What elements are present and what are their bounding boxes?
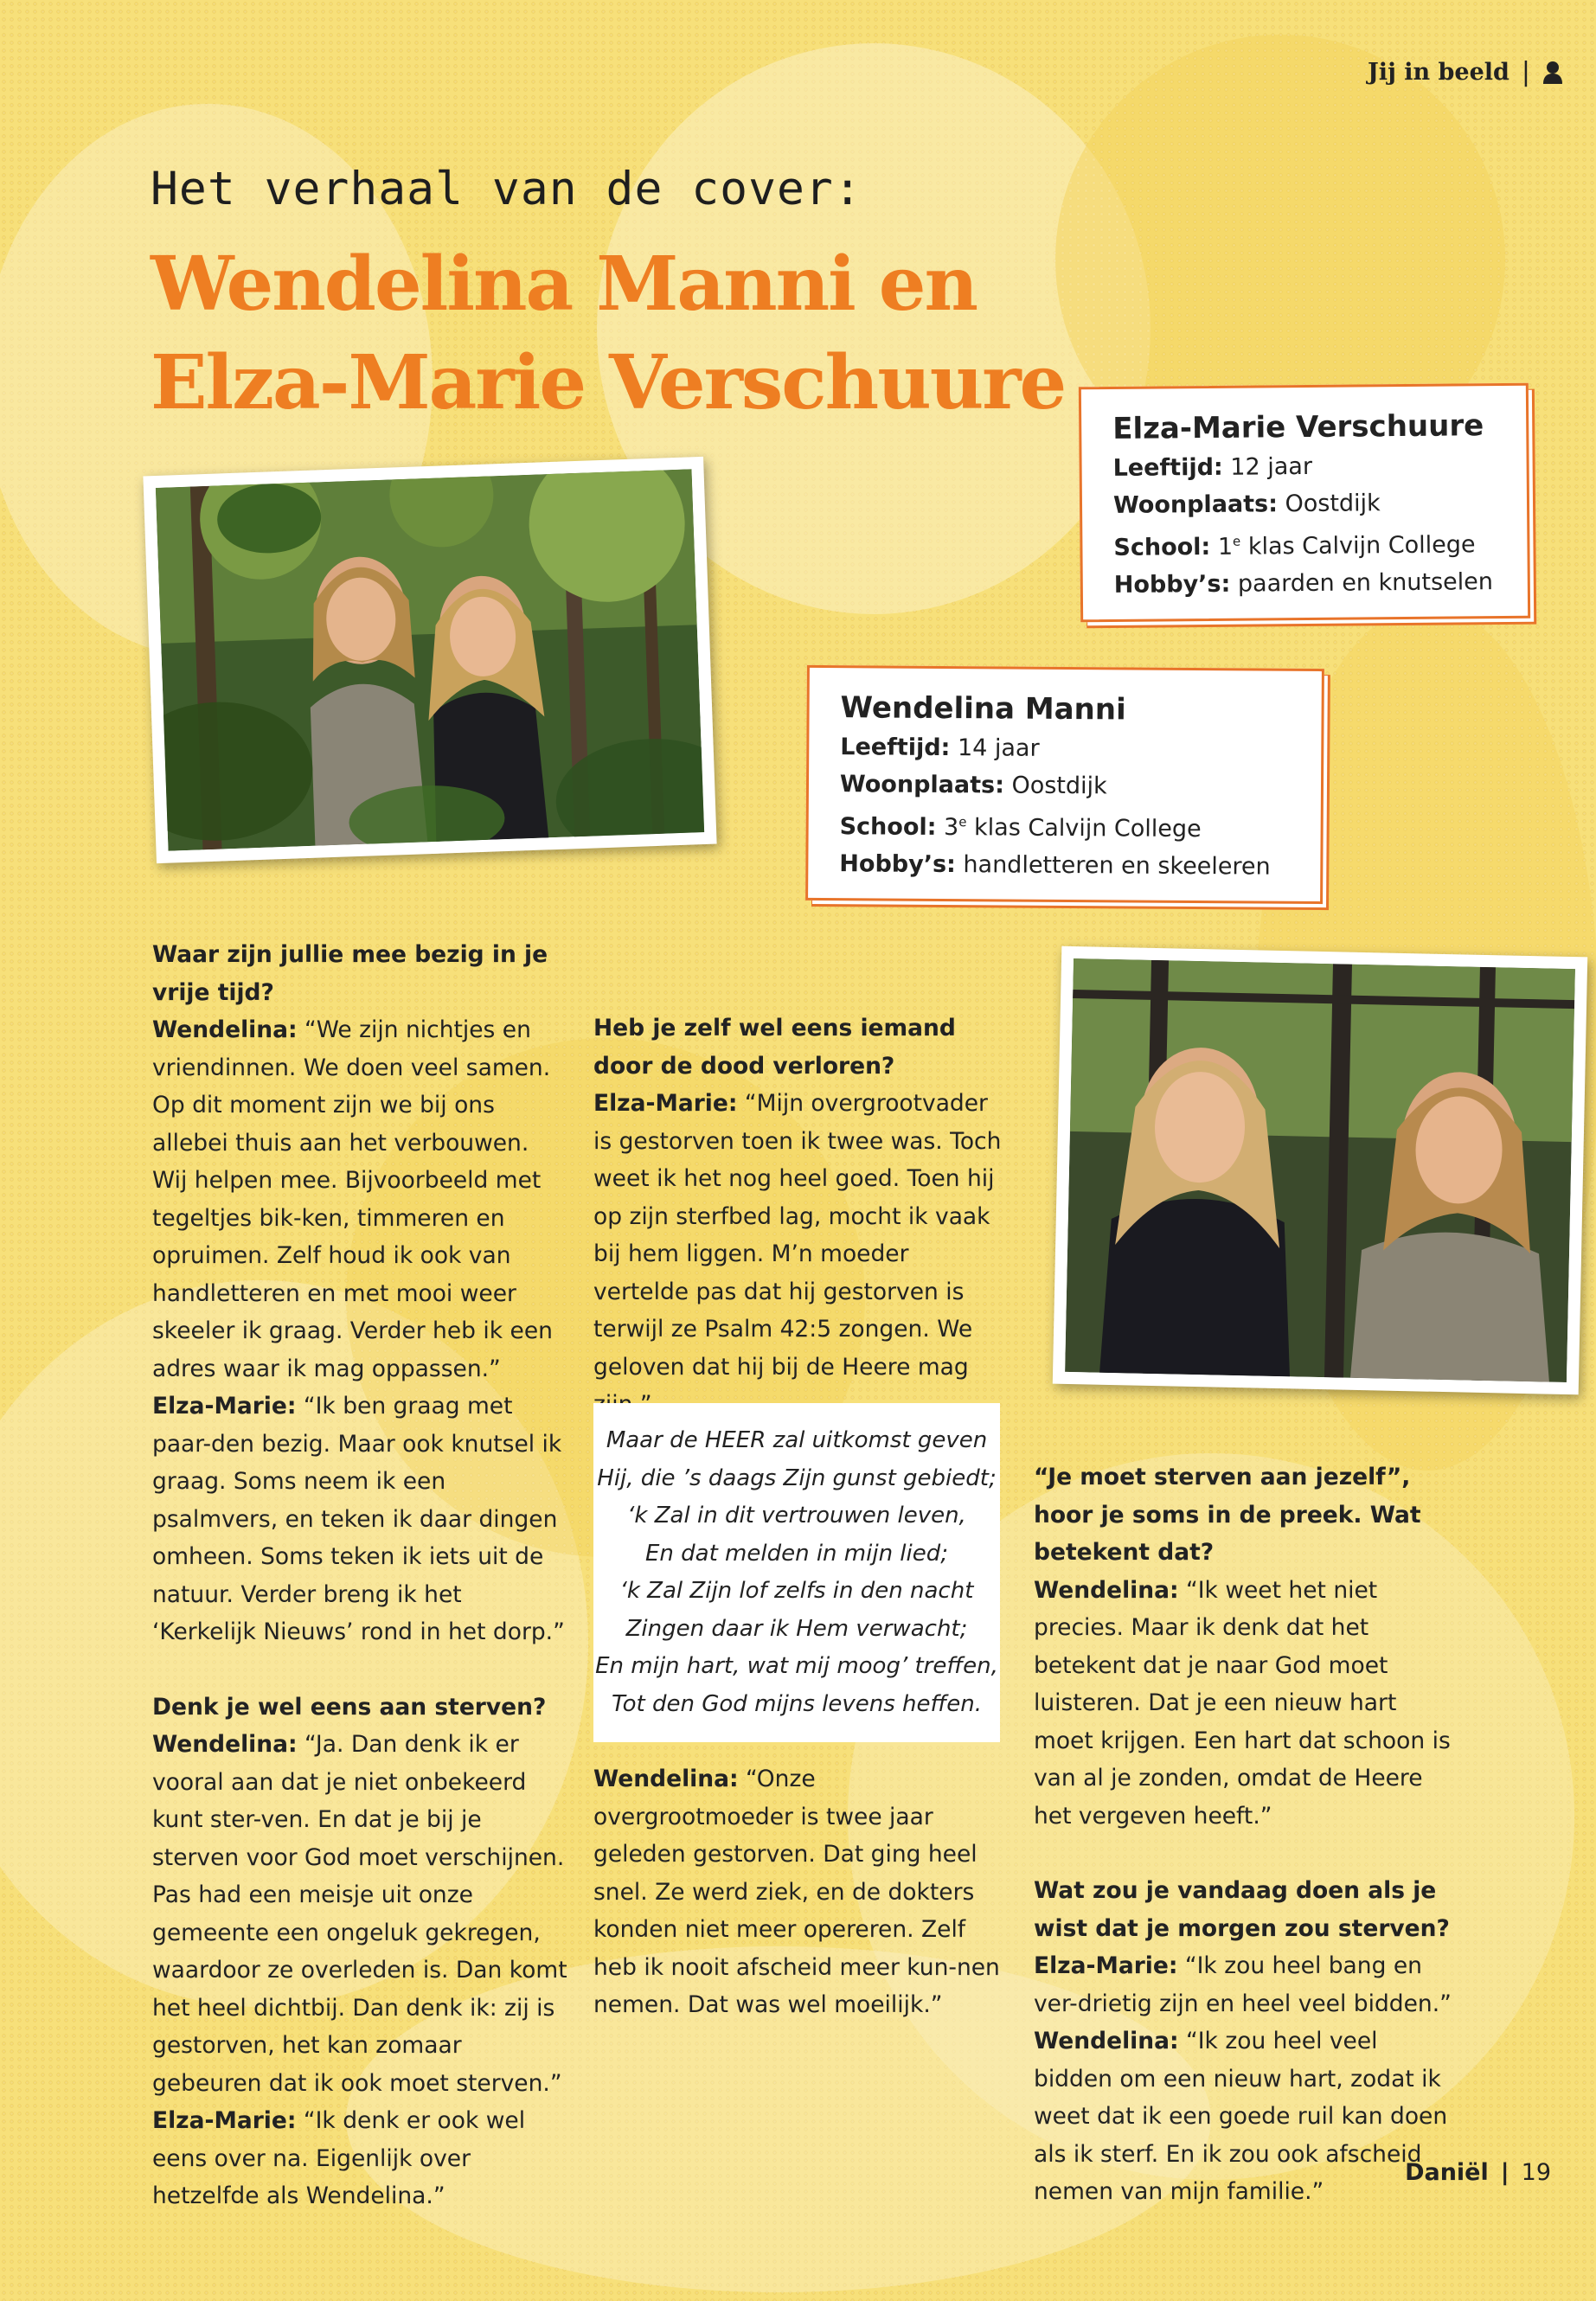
page-title	[151, 235, 1065, 433]
age-value: 14 jaar	[957, 734, 1040, 762]
profile-school	[840, 803, 1300, 849]
place-value: Oostdijk	[1285, 490, 1381, 518]
place-label: Woonplaats:	[1112, 490, 1279, 519]
speaker: Elza-Marie:	[1034, 1952, 1178, 1979]
verse-line: En dat melden in mijn lied;	[644, 1540, 949, 1567]
school-label: School:	[1113, 533, 1211, 561]
answer: “Ik ben graag met paar-den bezig. Maar ook knutsel ik graag. Soms neem ik een psalmvers, en teken ik daar dingen omheen. Soms teken ik iets uit de natuur. Verder breng ik het ‘Kerkelijk Nieuws’ rond in het dorp.”	[152, 1393, 565, 1645]
qa-block	[593, 1760, 1009, 2024]
profile-name: Wendelina Manni	[840, 690, 1126, 727]
question: Waar zijn jullie mee bezig in je vrije tijd?	[152, 941, 548, 1006]
hobby-label: Hobby’s:	[839, 850, 956, 879]
answer: “We zijn nichtjes en vriendinnen. We doen veel samen. Op dit moment zijn we bij ons allebei thuis aan het verbouwen. Wij helpen mee. Bijvoorbeeld met tegeltjes bik-ken, timmeren en opruimen. Zelf houd ik ook van handletteren en met mooi weer skeeler ik graag. Verder heb ik een adres waar ik mag oppassen.”	[152, 1016, 553, 1382]
age-label: Leeftijd:	[1112, 453, 1223, 482]
question: Heb je zelf wel eens iemand door de dood verloren?	[593, 1015, 956, 1080]
section-tag	[1368, 57, 1563, 87]
question: Wat zou je vandaag doen als je wist dat je morgen zou sterven?	[1034, 1877, 1450, 1942]
profile-card-wendelina	[805, 665, 1324, 904]
page-footer	[1405, 2159, 1551, 2186]
answer: “Ik denk er ook wel eens over na. Eigenlijk over hetzelfde als Wendelina.”	[152, 2107, 526, 2209]
qa-block	[593, 1009, 1009, 1424]
magazine-name: Daniël	[1405, 2159, 1489, 2186]
interview-column-3	[1034, 1458, 1458, 2248]
place-label: Woonplaats:	[839, 771, 1005, 799]
speaker: Elza-Marie:	[152, 2107, 297, 2134]
school-grade: 1	[1217, 533, 1234, 561]
section-separator: |	[1521, 57, 1530, 87]
profile-place	[840, 766, 1300, 806]
profile-school	[1113, 521, 1506, 567]
interview-column-2	[593, 1009, 1009, 1461]
answer: “Onze overgrootmoeder is twee jaar geleden gestorven. Dat ging heel snel. Ze werd ziek, en de dokters konden niet meer opereren. Zelf heb ik nooit afscheid meer kun-nen nemen. Dat was wel moeilijk.”	[593, 1766, 1000, 2018]
verse-line: ‘k Zal Zijn lof zelfs in den nacht	[619, 1578, 974, 1604]
profile-hobby	[839, 845, 1299, 886]
verse-line: Tot den God mijns levens heffen.	[611, 1690, 983, 1717]
profile-name: Elza-Marie Verschuure	[1112, 408, 1484, 446]
speaker: Elza-Marie:	[593, 1090, 738, 1117]
profile-place	[1113, 484, 1506, 524]
school-grade-suffix: e	[958, 814, 967, 830]
forest-photo-image	[156, 469, 704, 850]
school-value: klas Calvijn College	[1247, 531, 1476, 561]
section-label: Jij in beeld	[1368, 59, 1509, 86]
question: Denk je wel eens aan sterven?	[152, 1693, 547, 1721]
age-value: 12 jaar	[1230, 452, 1313, 481]
speaker: Wendelina:	[593, 1766, 739, 1792]
answer: “Ja. Dan denk ik er vooral aan dat je niet onbekeerd kunt ster-ven. En dat je bij je sterven voor God moet verschijnen. Pas had een meisje uit onze gemeente een ongeluk gekregen, waardoor ze overleden is. Dan komt het heel dichtbij. Dan denk ik: zij is gestorven, het kan zomaar gebeuren dat ik ook moet sterven.”	[152, 1731, 567, 2097]
qa-block	[1034, 1872, 1458, 2211]
answer: “Ik zou heel bang en ver-drietig zijn en heel veel bidden.”	[1034, 1952, 1452, 2017]
answer: “Ik weet het niet precies. Maar ik denk dat het betekent dat je naar God moet luisteren. Dat je een nieuw hart moet krijgen. Een hart dat schoon is van al je zonden, omdat de Heere het vergeven heeft.”	[1034, 1576, 1451, 1830]
verse-line: ‘k Zal in dit vertrouwen leven,	[627, 1503, 966, 1529]
cover-story-kicker: Het verhaal van de cover:	[151, 163, 862, 215]
profile-age	[1112, 446, 1505, 487]
fence-photo-image	[1065, 958, 1575, 1382]
psalm-verse-box	[593, 1403, 1000, 1742]
verse-line: Zingen daar ik Hem verwacht;	[625, 1615, 968, 1642]
school-value: klas Calvijn College	[973, 814, 1202, 843]
person-icon	[1542, 61, 1563, 85]
answer: “Ik zou heel veel bidden om een nieuw hart, zodat ik weet dat ik een goede ruil kan doen als ik sterf. En ik zou ook afscheid nemen van mijn familie.”	[1034, 2028, 1448, 2205]
footer-separator: |	[1500, 2159, 1509, 2186]
school-grade-suffix: e	[1232, 533, 1241, 549]
qa-block	[152, 1689, 567, 2215]
interview-column-1	[152, 936, 567, 2253]
place-value: Oostdijk	[1011, 772, 1107, 800]
speaker: Elza-Marie:	[152, 1393, 297, 1420]
hobby-value: paarden en knutselen	[1237, 568, 1494, 598]
hobby-label: Hobby’s:	[1113, 570, 1231, 599]
answer: “Mijn overgrootvader is gestorven toen ik twee was. Toch weet ik het nog heel goed. Toen hij op zijn sterfbed lag, mocht ik vaak bij hem liggen. M’n moeder vertelde pas dat hij gestorven is terwijl ze Psalm 42:5 zongen. We geloven dat hij bij de Heere mag	[593, 1090, 1002, 1381]
page-number: 19	[1521, 2159, 1551, 2186]
qa-block	[152, 936, 567, 1651]
school-grade: 3	[943, 814, 959, 842]
school-label: School:	[839, 813, 937, 841]
speaker: Wendelina:	[152, 1731, 298, 1758]
photo-girls-fence	[1053, 946, 1587, 1395]
profile-hobby	[1114, 563, 1507, 604]
speaker: Wendelina:	[1034, 1576, 1179, 1604]
question: “Je moet sterven aan jezelf”, hoor je soms in de preek. Wat betekent dat?	[1034, 1464, 1421, 1566]
age-label: Leeftijd:	[840, 734, 951, 762]
title-line-1: Wendelina Manni en	[151, 240, 977, 328]
speaker: Wendelina:	[1034, 2028, 1179, 2054]
profile-age	[840, 728, 1300, 769]
cover-photo-forest	[143, 457, 716, 863]
verse-line: En mijn hart, wat mij moog’ treffen,	[595, 1653, 998, 1679]
speaker: Wendelina:	[152, 1016, 298, 1043]
verse-line: Maar de HEER zal uitkomst geven	[606, 1427, 988, 1453]
qa-block	[1034, 1458, 1458, 1835]
hobby-value: handletteren en skeeleren	[963, 851, 1271, 881]
verse-line: Hij, die ’s daags Zijn gunst gebiedt;	[597, 1465, 997, 1491]
title-line-2: Elza-Marie Verschuure	[151, 339, 1066, 426]
interview-column-2-continued	[593, 1760, 1009, 2061]
profile-card-elza-marie	[1079, 383, 1530, 623]
